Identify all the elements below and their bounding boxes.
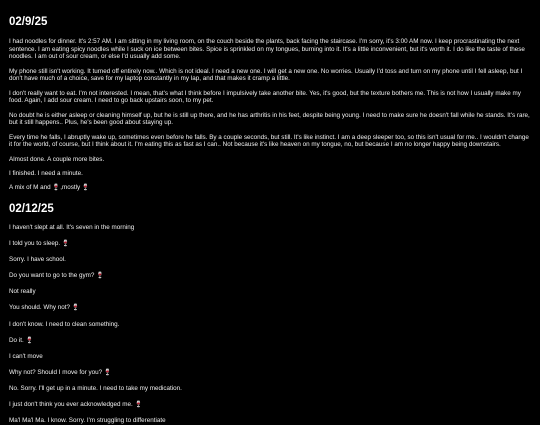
entry-paragraph: Every time he falls, I abruptly wake up, sometimes even before he falls. By a couple seconds, but still. It's like instinct. I am a deep sleeper too, so this isn't usual for me.. I wouldn't change it for the world, of course, but I think about it. I'm eating this as fast as I can.. Not because it's like heaven on my tongue, no, but because I am no longer happy being downstairs. bbox=[9, 133, 529, 149]
entry-date: 02/12/25 bbox=[9, 203, 54, 215]
entry-paragraph: I don't know. I need to clean something. bbox=[9, 320, 120, 328]
entry-paragraph: Do it. 🍷 bbox=[9, 336, 34, 344]
entry-date: 02/9/25 bbox=[9, 16, 48, 28]
journal-entry bbox=[9, 0, 531, 192]
entry-paragraph: A mix of M and 🍷,mostly 🍷 bbox=[9, 184, 90, 192]
journal-entry bbox=[9, 202, 531, 425]
entry-paragraph: Not really bbox=[9, 288, 36, 296]
entry-paragraph: No. Sorry. I'll get up in a minute. I need to take my medication. bbox=[9, 384, 182, 392]
entry-paragraph: I can't move bbox=[9, 352, 43, 360]
entry-paragraph: No doubt he is either asleep or cleaning himself up, but he is still up there, and he has arthritis in his feet, despite being young. I need to make sure he doesn't fall while he stands. It's rare, but it still happens.. Plus, he's been good about staying up. bbox=[9, 111, 530, 127]
entry-paragraph: I just don't think you ever acknowledged me. 🍷 bbox=[9, 401, 143, 409]
entry-paragraph: My phone still isn't working. It turned off entirely now.. Which is not ideal. I need a new one. I will get a new one. No worries. Usually I'd toss and turn on my phone until I fell asleep, but I don't have much of a choice, save for my laptop constantly in my lap, and that makes it cramp a little. bbox=[9, 67, 523, 83]
entry-paragraph: I haven't slept at all. It's seven in the morning bbox=[9, 224, 135, 231]
entry-paragraph: Sorry. I have school. bbox=[9, 256, 66, 264]
entry-paragraph: Ma'l Ma'l Ma. I know. Sorry. I'm struggling to differentiate bbox=[9, 417, 166, 425]
entry-paragraph: Do you want to go to the gym? 🍷 bbox=[9, 272, 104, 280]
entry-paragraph: I don't really want to eat. I'm not interested. I mean, that's what I think before I impulsively take another bite. Yes, it's good, but the texture bothers me. This is not how I usually make my food. Again, I add sour cream. I need to go back upstairs soon, to my pet. bbox=[9, 89, 521, 105]
entry-paragraph: I had noodles for dinner. It's 2:57 AM. I am sitting in my living room, on the couch beside the plants, back facing the staircase. I'm sorry, it's 3:00 AM now. I keep procrastinating the next sentence. I am eating spicy noodles while I suck on ice between bites. Spice is sprinkled on my tongues, burning into it. It's a little inconvenient, but it's worth it. I do like the taste of these noodles. I am out of sour cream, or else I'd usually add some. bbox=[9, 38, 525, 61]
entry-paragraph: I finished. I need a minute. bbox=[9, 170, 83, 177]
entry-paragraph: Why not? Should I move for you? 🍷 bbox=[9, 368, 112, 376]
entry-paragraph: Almost done. A couple more bites. bbox=[9, 155, 105, 163]
entry-paragraph: You should. Why not? 🍷 bbox=[9, 304, 80, 312]
entry-paragraph: I told you to sleep. 🍷 bbox=[9, 240, 70, 248]
